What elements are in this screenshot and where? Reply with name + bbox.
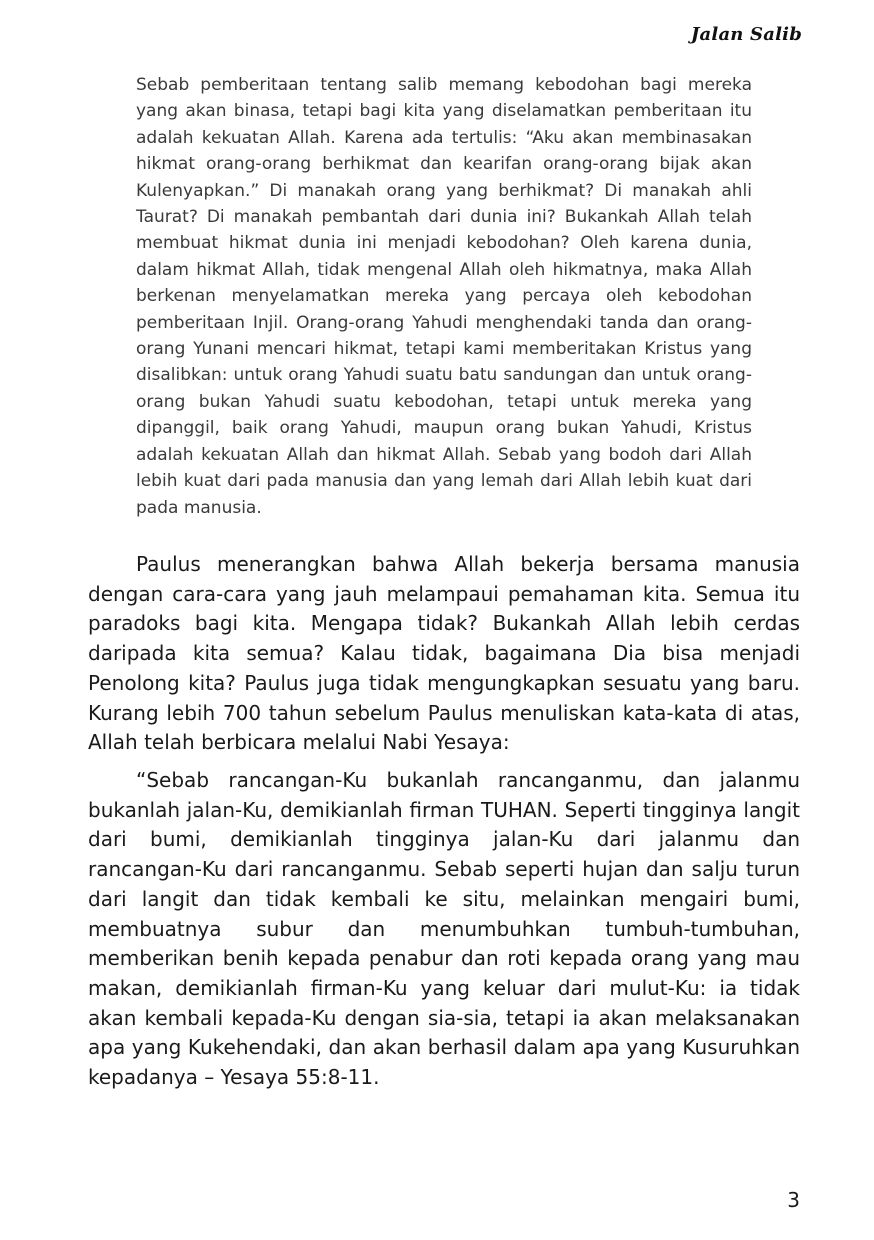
scripture-block-quote: Sebab pemberitaan tentang salib memang kebodohan bagi mereka yang akan binasa, tetapi bagi kita yang diselamatkan pemberitaan itu adalah kekuatan Allah. Karena ada tertulis: “Aku akan membinasakan hikmat orang-orang berhikmat dan kearifan orang-orang bijak akan Kulenyapkan.” Di manakah orang yang berhikmat? Di manakah ahli Taurat? Di manakah pembantah dari dunia ini? Bukankah Allah telah membuat hikmat dunia ini menjadi kebodohan? Oleh karena dunia, dalam hikmat Allah, tidak mengenal Allah oleh hikmatnya, maka Allah berkenan menyelamatkan mereka yang percaya oleh kebodohan pemberitaan Injil. Orang-orang Yahudi menghendaki tanda dan orang-orang Yunani mencari hikmat, tetapi kami memberitakan Kristus yang disalibkan: untuk orang Yahudi suatu batu sandungan dan untuk orang-orang bukan Yahudi suatu kebodohan, tetapi untuk mereka yang dipanggil, baik orang Yahudi, maupun orang bukan Yahudi, Kristus adalah kekuatan Allah dan hikmat Allah. Sebab yang bodoh dari Allah lebih kuat dari pada manusia dan yang lemah dari Allah lebih kuat dari pada manusia. bbox=[136, 75, 752, 518]
body-paragraph-1: Paulus menerangkan bahwa Allah bekerja bersama manusia dengan cara-cara yang jauh melampaui pemahaman kita. Semua itu paradoks bagi kita. Mengapa tidak? Bukankah Allah lebih cerdas daripada kita semua? Kalau tidak, bagaimana Dia bisa menjadi Penolong kita? Paulus juga tidak mengungkapkan sesuatu yang baru. Kurang lebih 700 tahun sebelum Paulus menuliskan kata-kata di atas, Allah telah berbicara melalui Nabi Yesaya: bbox=[88, 552, 800, 755]
body-paragraph-2: “Sebab rancangan-Ku bukanlah rancanganmu, dan jalanmu bukanlah jalan-Ku, demikianlah firman TUHAN. Seperti tingginya langit dari bumi, demikianlah tingginya jalan-Ku dari jalanmu dan rancangan-Ku dari rancanganmu. Sebab seperti hujan dan salju turun dari langit dan tidak kembali ke situ, melainkan mengairi bumi, membuatnya subur dan menumbuhkan tumbuh-tumbuhan, memberikan benih kepada penabur dan roti kepada orang yang mau makan, demikianlah firman-Ku yang keluar dari mulut-Ku: ia tidak akan kembali kepada-Ku dengan sia-sia, tetapi ia akan melaksanakan apa yang Kukehendaki, dan akan berhasil dalam apa yang Kusuruhkan kepadanya – Yesaya 55:8-11. bbox=[88, 768, 800, 1090]
running-head-title: Jalan Salib bbox=[690, 24, 802, 45]
page-number: 3 bbox=[787, 1188, 800, 1212]
